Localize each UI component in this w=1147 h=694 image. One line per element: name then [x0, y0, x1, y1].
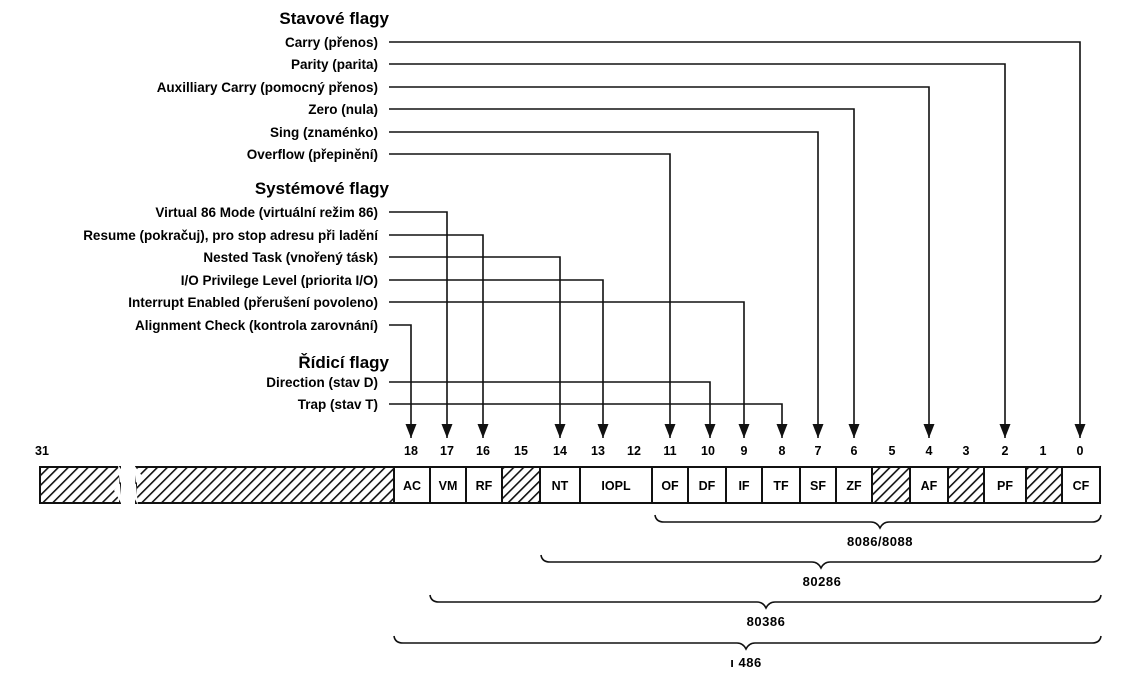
cell-text-ac: AC [402, 479, 422, 493]
cell-text-zf: ZF [846, 479, 862, 493]
cell-text-nt: NT [551, 479, 569, 493]
processor-label-486: ı 486 [730, 655, 762, 670]
connector-nested-task [389, 257, 560, 438]
cell-text-of: OF [661, 479, 679, 493]
connector-carry [389, 42, 1080, 438]
bit-number-16: 16 [476, 444, 490, 458]
cell-text-if: IF [738, 479, 750, 493]
cell-reserved-1 [1026, 467, 1062, 503]
bit-number-4: 4 [925, 444, 933, 458]
connector-lines [389, 42, 1080, 438]
status-flags-heading: Stavové flagy [279, 9, 389, 28]
brace-8086 [655, 515, 1101, 528]
arrowhead-bit-16 [478, 424, 489, 438]
cell-text-pf: PF [997, 479, 1013, 493]
label-nested-task: Nested Task (vnořený tásk) [203, 250, 378, 265]
processor-label-80386: 80386 [746, 614, 786, 629]
connector-direction [389, 382, 710, 438]
cell-text-iopl: IOPL [601, 479, 631, 493]
cell-reserved-15 [502, 467, 540, 503]
label-alignment-check: Alignment Check (kontrola zarovnání) [134, 318, 378, 333]
connector-zero [389, 109, 854, 438]
processor-label-8086: 8086/8088 [847, 534, 913, 549]
arrowhead-bit-10 [705, 424, 716, 438]
eflags-register [40, 465, 1100, 505]
bit-number-1: 1 [1039, 444, 1047, 458]
arrowhead-bit-0 [1075, 424, 1086, 438]
bit-number-6: 6 [850, 444, 858, 458]
bit-number-5: 5 [888, 444, 896, 458]
control-flags-heading: Řídicí flagy [298, 353, 389, 372]
bit-number-2: 2 [1001, 444, 1009, 458]
label-virtual86: Virtual 86 Mode (virtuální režim 86) [155, 205, 378, 220]
label-carry: Carry (přenos) [284, 35, 378, 50]
bit-number-3: 3 [962, 444, 970, 458]
reserved-bits-right [136, 467, 394, 503]
arrowhead-bit-13 [598, 424, 609, 438]
label-iopl: I/O Privilege Level (priorita I/O) [180, 273, 378, 288]
brace-486 [394, 636, 1101, 649]
label-direction: Direction (stav D) [266, 375, 378, 390]
arrowhead-bit-6 [849, 424, 860, 438]
cell-text-df: DF [698, 479, 716, 493]
label-interrupt-enabled: Interrupt Enabled (přerušení povoleno) [128, 295, 378, 310]
arrowhead-bit-17 [442, 424, 453, 438]
connector-aux-carry [389, 87, 929, 438]
label-aux-carry: Auxilliary Carry (pomocný přenos) [156, 80, 378, 95]
cell-text-cf: CF [1072, 479, 1090, 493]
label-parity: Parity (parita) [290, 57, 378, 72]
cell-text-sf: SF [810, 479, 826, 493]
cell-text-af: AF [920, 479, 938, 493]
cell-reserved-3 [948, 467, 984, 503]
bit-number-14: 14 [553, 444, 567, 458]
label-overflow: Overflow (přepinění) [246, 147, 378, 162]
cell-text-tf: TF [773, 479, 789, 493]
arrowhead-bit-4 [924, 424, 935, 438]
arrowheads [406, 424, 1086, 438]
arrowhead-bit-8 [777, 424, 788, 438]
bit-number-0: 0 [1076, 444, 1084, 458]
arrowhead-bit-2 [1000, 424, 1011, 438]
brace-80386 [430, 595, 1101, 608]
connector-iopl [389, 280, 603, 438]
bit-number-10: 10 [701, 444, 715, 458]
arrowhead-bit-14 [555, 424, 566, 438]
label-resume: Resume (pokračuj), pro stop adresu při ladění [83, 228, 378, 243]
brace-80286 [541, 555, 1101, 568]
bit-number-17: 17 [440, 444, 454, 458]
arrowhead-bit-7 [813, 424, 824, 438]
label-zero: Zero (nula) [308, 102, 378, 117]
bit-number-15: 15 [514, 444, 528, 458]
bit-number-9: 9 [740, 444, 748, 458]
system-flags-heading: Systémové flagy [254, 179, 389, 198]
bit-number-8: 8 [778, 444, 786, 458]
bit-number-18: 18 [404, 444, 418, 458]
connector-resume [389, 235, 483, 438]
cell-text-vm: VM [438, 479, 458, 493]
cell-text-rf: RF [475, 479, 493, 493]
arrowhead-bit-9 [739, 424, 750, 438]
processor-ranges [394, 515, 1101, 670]
connector-interrupt-enabled [389, 302, 744, 438]
reserved-bits-left [40, 467, 120, 503]
label-sign: Sing (znaménko) [269, 125, 378, 140]
cell-reserved-5 [872, 467, 910, 503]
arrowhead-bit-11 [665, 424, 676, 438]
bit-number-31: 31 [35, 444, 49, 458]
bit-number-11: 11 [663, 444, 677, 458]
bit-number-13: 13 [591, 444, 605, 458]
arrowhead-bit-18 [406, 424, 417, 438]
bit-number-7: 7 [814, 444, 822, 458]
bit-number-12: 12 [627, 444, 641, 458]
connector-overflow [389, 154, 670, 438]
label-trap: Trap (stav T) [297, 397, 378, 412]
processor-label-80286: 80286 [802, 574, 842, 589]
